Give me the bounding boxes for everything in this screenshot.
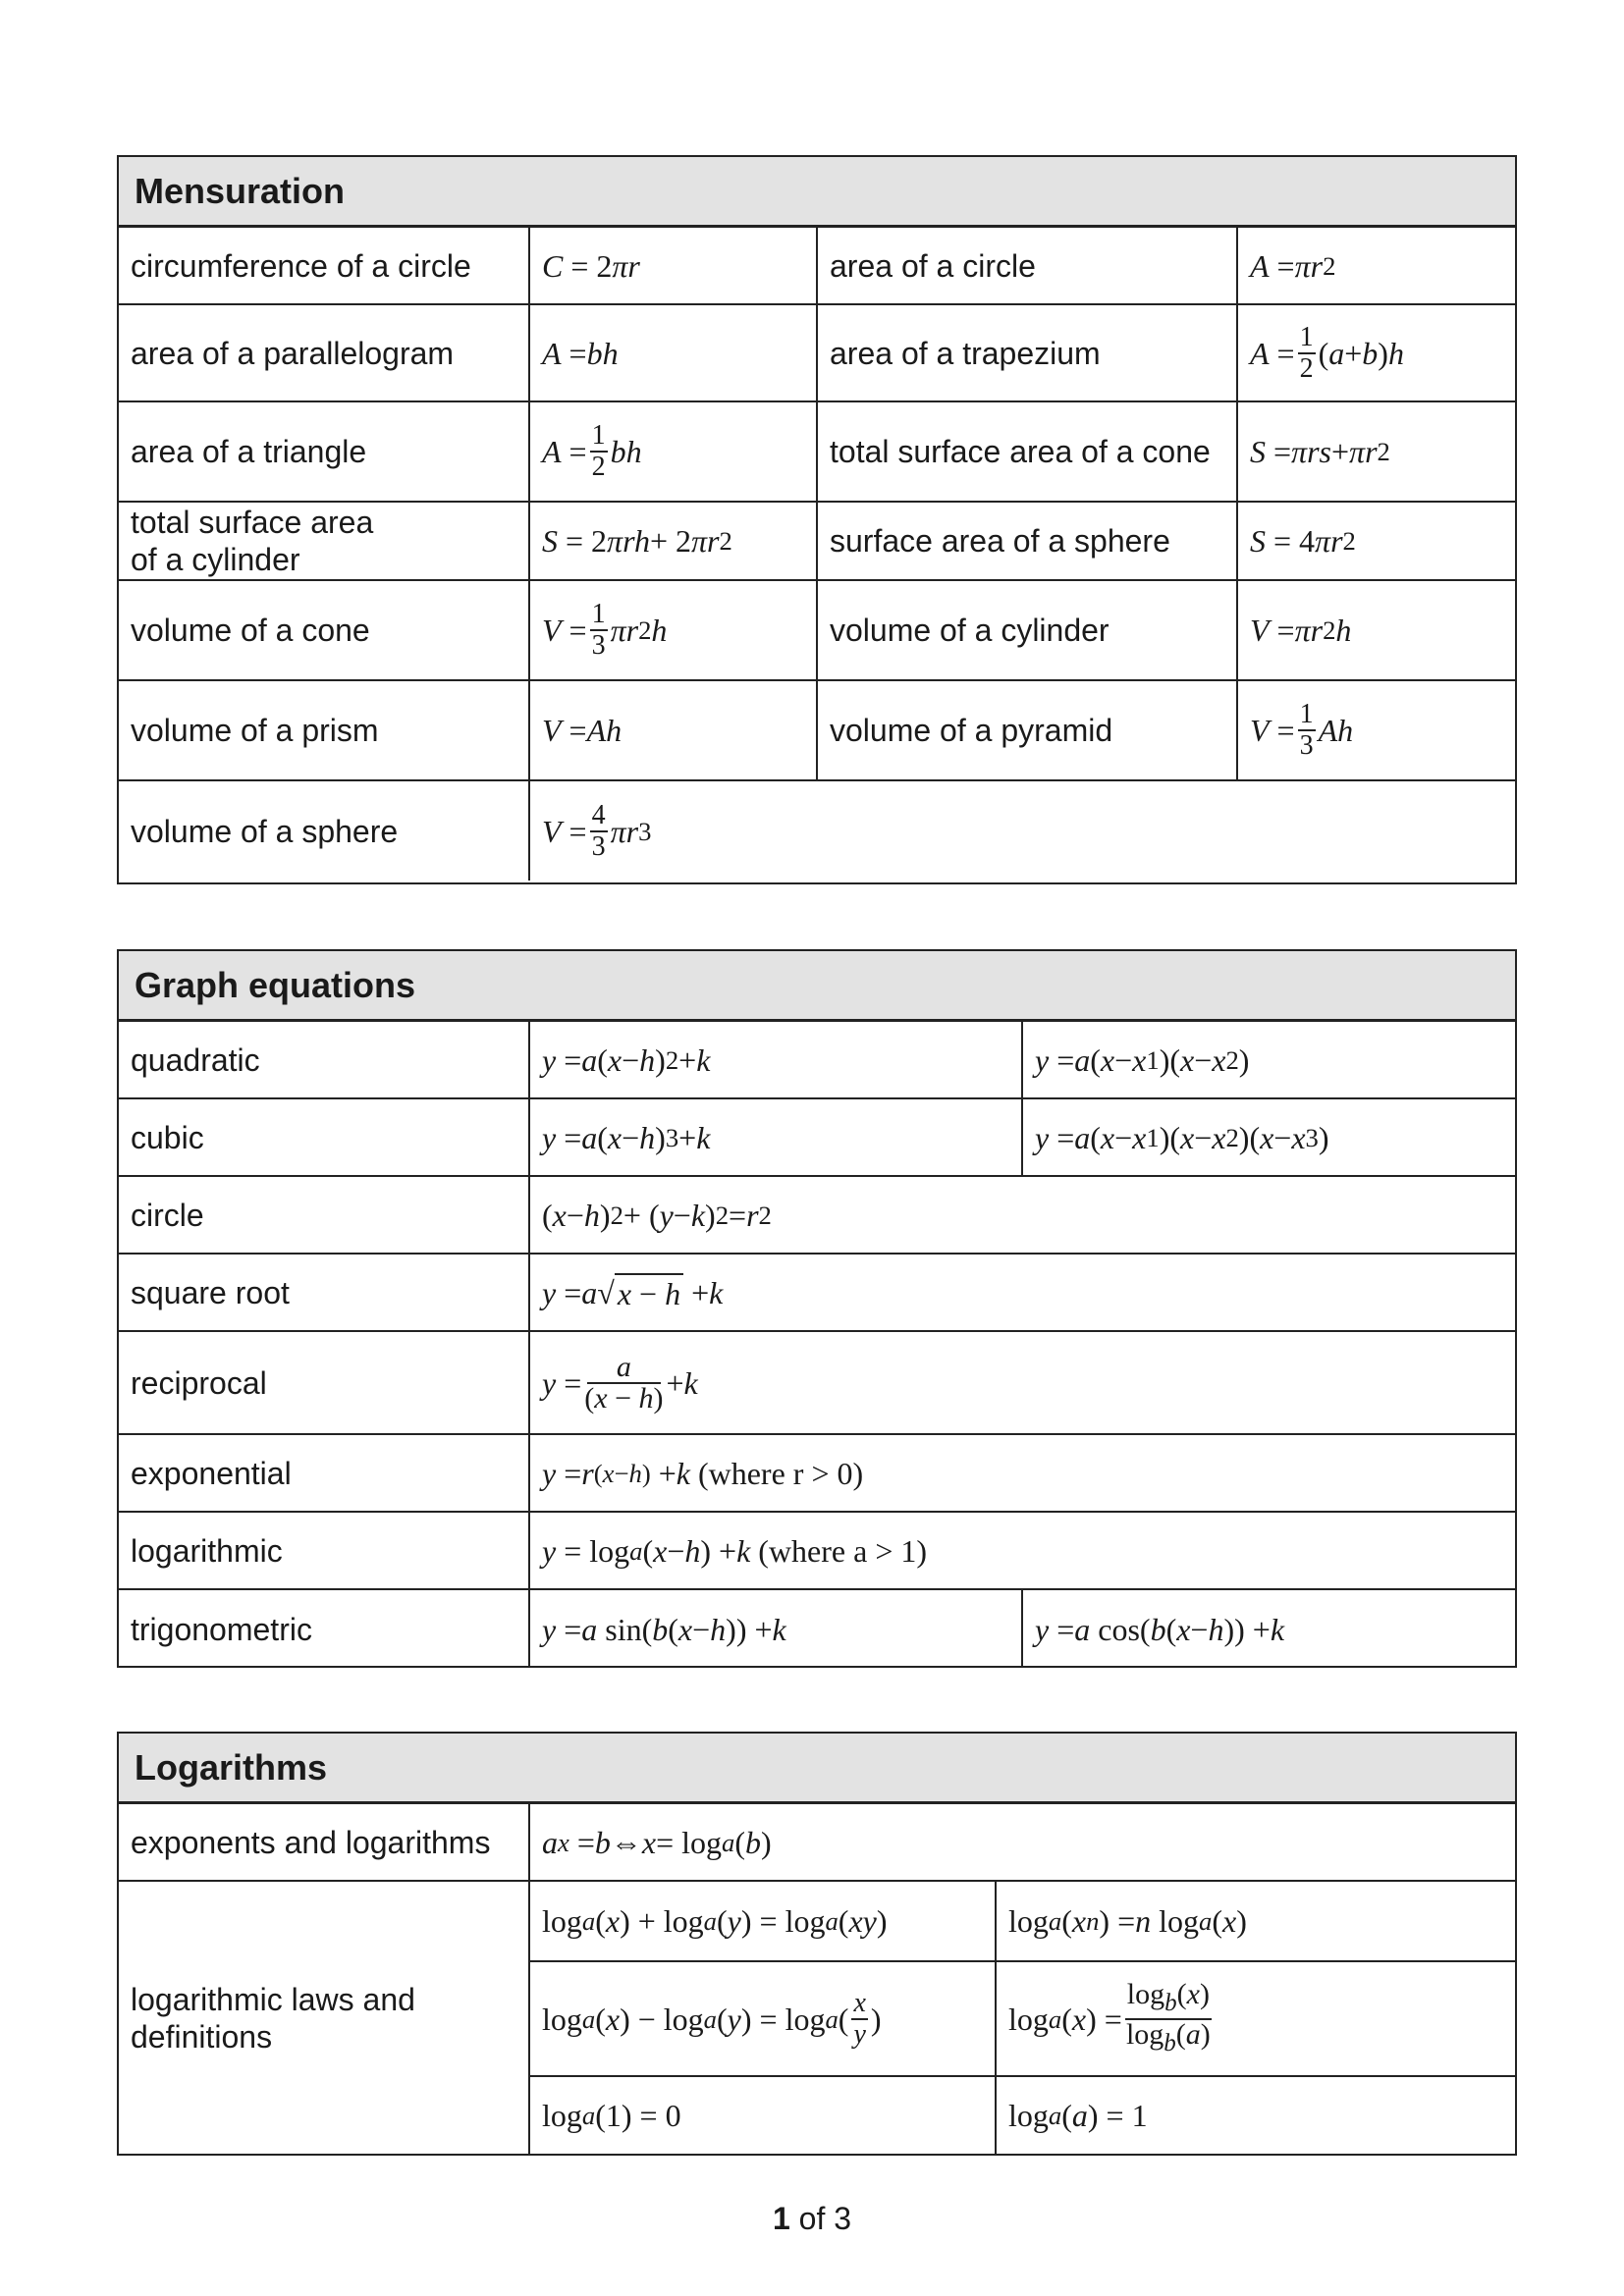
- formula: log a ( a ) = 1: [1008, 2098, 1148, 2133]
- table-row: [119, 228, 1515, 305]
- table-row: [119, 581, 1515, 681]
- formula: A = $\frac{1}{2}$ bh: [530, 402, 818, 501]
- graph-label: trigonometric: [119, 1590, 530, 1668]
- formula-label: total surface area of a cone: [818, 402, 1238, 501]
- formula: log a ( x ) + log a ( y ) = log a ( xy ): [530, 1882, 997, 1960]
- graph-label: reciprocal: [119, 1332, 530, 1433]
- total-pages: of 3: [798, 2201, 852, 2236]
- formula-label: area of a trapezium: [818, 305, 1238, 400]
- formula: y = log a ( x − h ) + k (where a > 1): [542, 1532, 928, 1569]
- table-row: [119, 503, 1515, 581]
- formula: y = r (x−h) + k (where r > 0): [542, 1455, 864, 1491]
- log-label: exponents and logarithms: [119, 1804, 530, 1880]
- table-row: [119, 681, 1515, 781]
- formula: y = a ( x − x 1 )( x − x 2 )( x − x 3 ): [1035, 1119, 1329, 1155]
- table-row: [119, 1022, 1515, 1099]
- table-row: [119, 1590, 1515, 1668]
- formula: y = a cos( b ( x − h )) + k: [1035, 1611, 1285, 1647]
- formula: y = a ( x − h ) 3 + k: [530, 1099, 1023, 1175]
- graph-label: square root: [119, 1255, 530, 1330]
- formula-label: volume of a sphere: [119, 781, 530, 881]
- formula: y = a ( x − h ) 2 + k: [530, 1022, 1023, 1097]
- formula: S = πrs + πr 2: [1250, 434, 1390, 469]
- mensuration-table: [117, 155, 1517, 884]
- graph-label: logarithmic: [119, 1513, 530, 1588]
- formula: y = $\frac{a}{(x - h)}$ + k: [542, 1350, 698, 1415]
- formula: log a ( x ) = $\frac{\log_b(x)}{\log_b(a)}$: [1008, 1977, 1211, 2056]
- formula: C = 2 πr: [530, 228, 818, 303]
- table-row: [119, 1255, 1515, 1332]
- table-row: [119, 781, 1515, 881]
- formula: S = 2 πrh + 2 πr 2: [530, 503, 818, 579]
- graph-equations-table: [117, 949, 1517, 1668]
- formula: A = $\frac{1}{2}$ ( a + b ) h: [1250, 321, 1404, 384]
- table-row: [119, 1177, 1515, 1255]
- formula-label: volume of a cone: [119, 581, 530, 679]
- formula-label-line: of a cylinder: [131, 542, 300, 577]
- log-label-line: logarithmic laws and: [131, 1981, 415, 2017]
- formula: S = 4 πr 2: [1250, 523, 1356, 559]
- formula: A = bh: [530, 305, 818, 400]
- formula: a x = b ⇔ x = log a ( b ): [542, 1824, 772, 1860]
- section-header: Mensuration: [119, 157, 1515, 228]
- formula-label: circumference of a circle: [119, 228, 530, 303]
- table-row: [119, 1099, 1515, 1177]
- formula-label: [119, 503, 530, 579]
- formula-label: area of a parallelogram: [119, 305, 530, 400]
- logarithms-table: [117, 1732, 1517, 2156]
- formula: log a ( x ) − log a ( y ) = log a ( $\frac{x}{y}$ ): [530, 1962, 997, 2075]
- formula: V = $\frac{1}{3}$ Ah: [1250, 699, 1354, 761]
- page-number: [0, 2201, 1624, 2237]
- graph-label: exponential: [119, 1435, 530, 1511]
- current-page: 1: [772, 2201, 790, 2236]
- formula: log a (1) = 0: [530, 2077, 997, 2154]
- formula: V = πr 2 h: [1250, 613, 1352, 648]
- graph-label: quadratic: [119, 1022, 530, 1097]
- formula: log a ( x n ) = n log a ( x ): [1008, 1903, 1247, 1939]
- log-label: [119, 1882, 530, 2154]
- section-header: Graph equations: [119, 951, 1515, 1022]
- formula: V = Ah: [530, 681, 818, 779]
- formula: V = $\frac{1}{3}$ πr 2 h: [530, 581, 818, 679]
- table-row: [119, 1513, 1515, 1590]
- laws-row: [530, 1882, 1515, 1962]
- log-label-line: definitions: [131, 2018, 273, 2055]
- laws-grid: [530, 1882, 1515, 2154]
- formula: V = $\frac{4}{3}$ πr 3: [542, 799, 652, 862]
- graph-label: cubic: [119, 1099, 530, 1175]
- formula: A = πr 2: [1250, 247, 1336, 284]
- table-row: [119, 402, 1515, 503]
- formula: y = a √ x − h + k: [542, 1274, 724, 1311]
- formula-label: volume of a pyramid: [818, 681, 1238, 779]
- formula: ( x − h ) 2 + ( y − k ) 2 = r 2: [542, 1197, 772, 1233]
- table-row: [119, 305, 1515, 402]
- formula: y = a sin( b ( x − h )) + k: [530, 1590, 1023, 1668]
- laws-row: [530, 2077, 1515, 2154]
- table-row: [119, 1804, 1515, 1882]
- formula-label: area of a circle: [818, 228, 1238, 303]
- formula-label: area of a triangle: [119, 402, 530, 501]
- formula: y = a ( x − x 1 )( x − x 2 ): [1035, 1041, 1250, 1078]
- table-row: [119, 1435, 1515, 1513]
- formula-label: volume of a cylinder: [818, 581, 1238, 679]
- graph-label: circle: [119, 1177, 530, 1253]
- formula-label: surface area of a sphere: [818, 503, 1238, 579]
- laws-row: [530, 1962, 1515, 2077]
- table-row: [119, 1332, 1515, 1435]
- section-header: Logarithms: [119, 1734, 1515, 1804]
- formula-label: volume of a prism: [119, 681, 530, 779]
- formula-label-line: total surface area: [131, 505, 374, 540]
- table-row: [119, 1882, 1515, 2154]
